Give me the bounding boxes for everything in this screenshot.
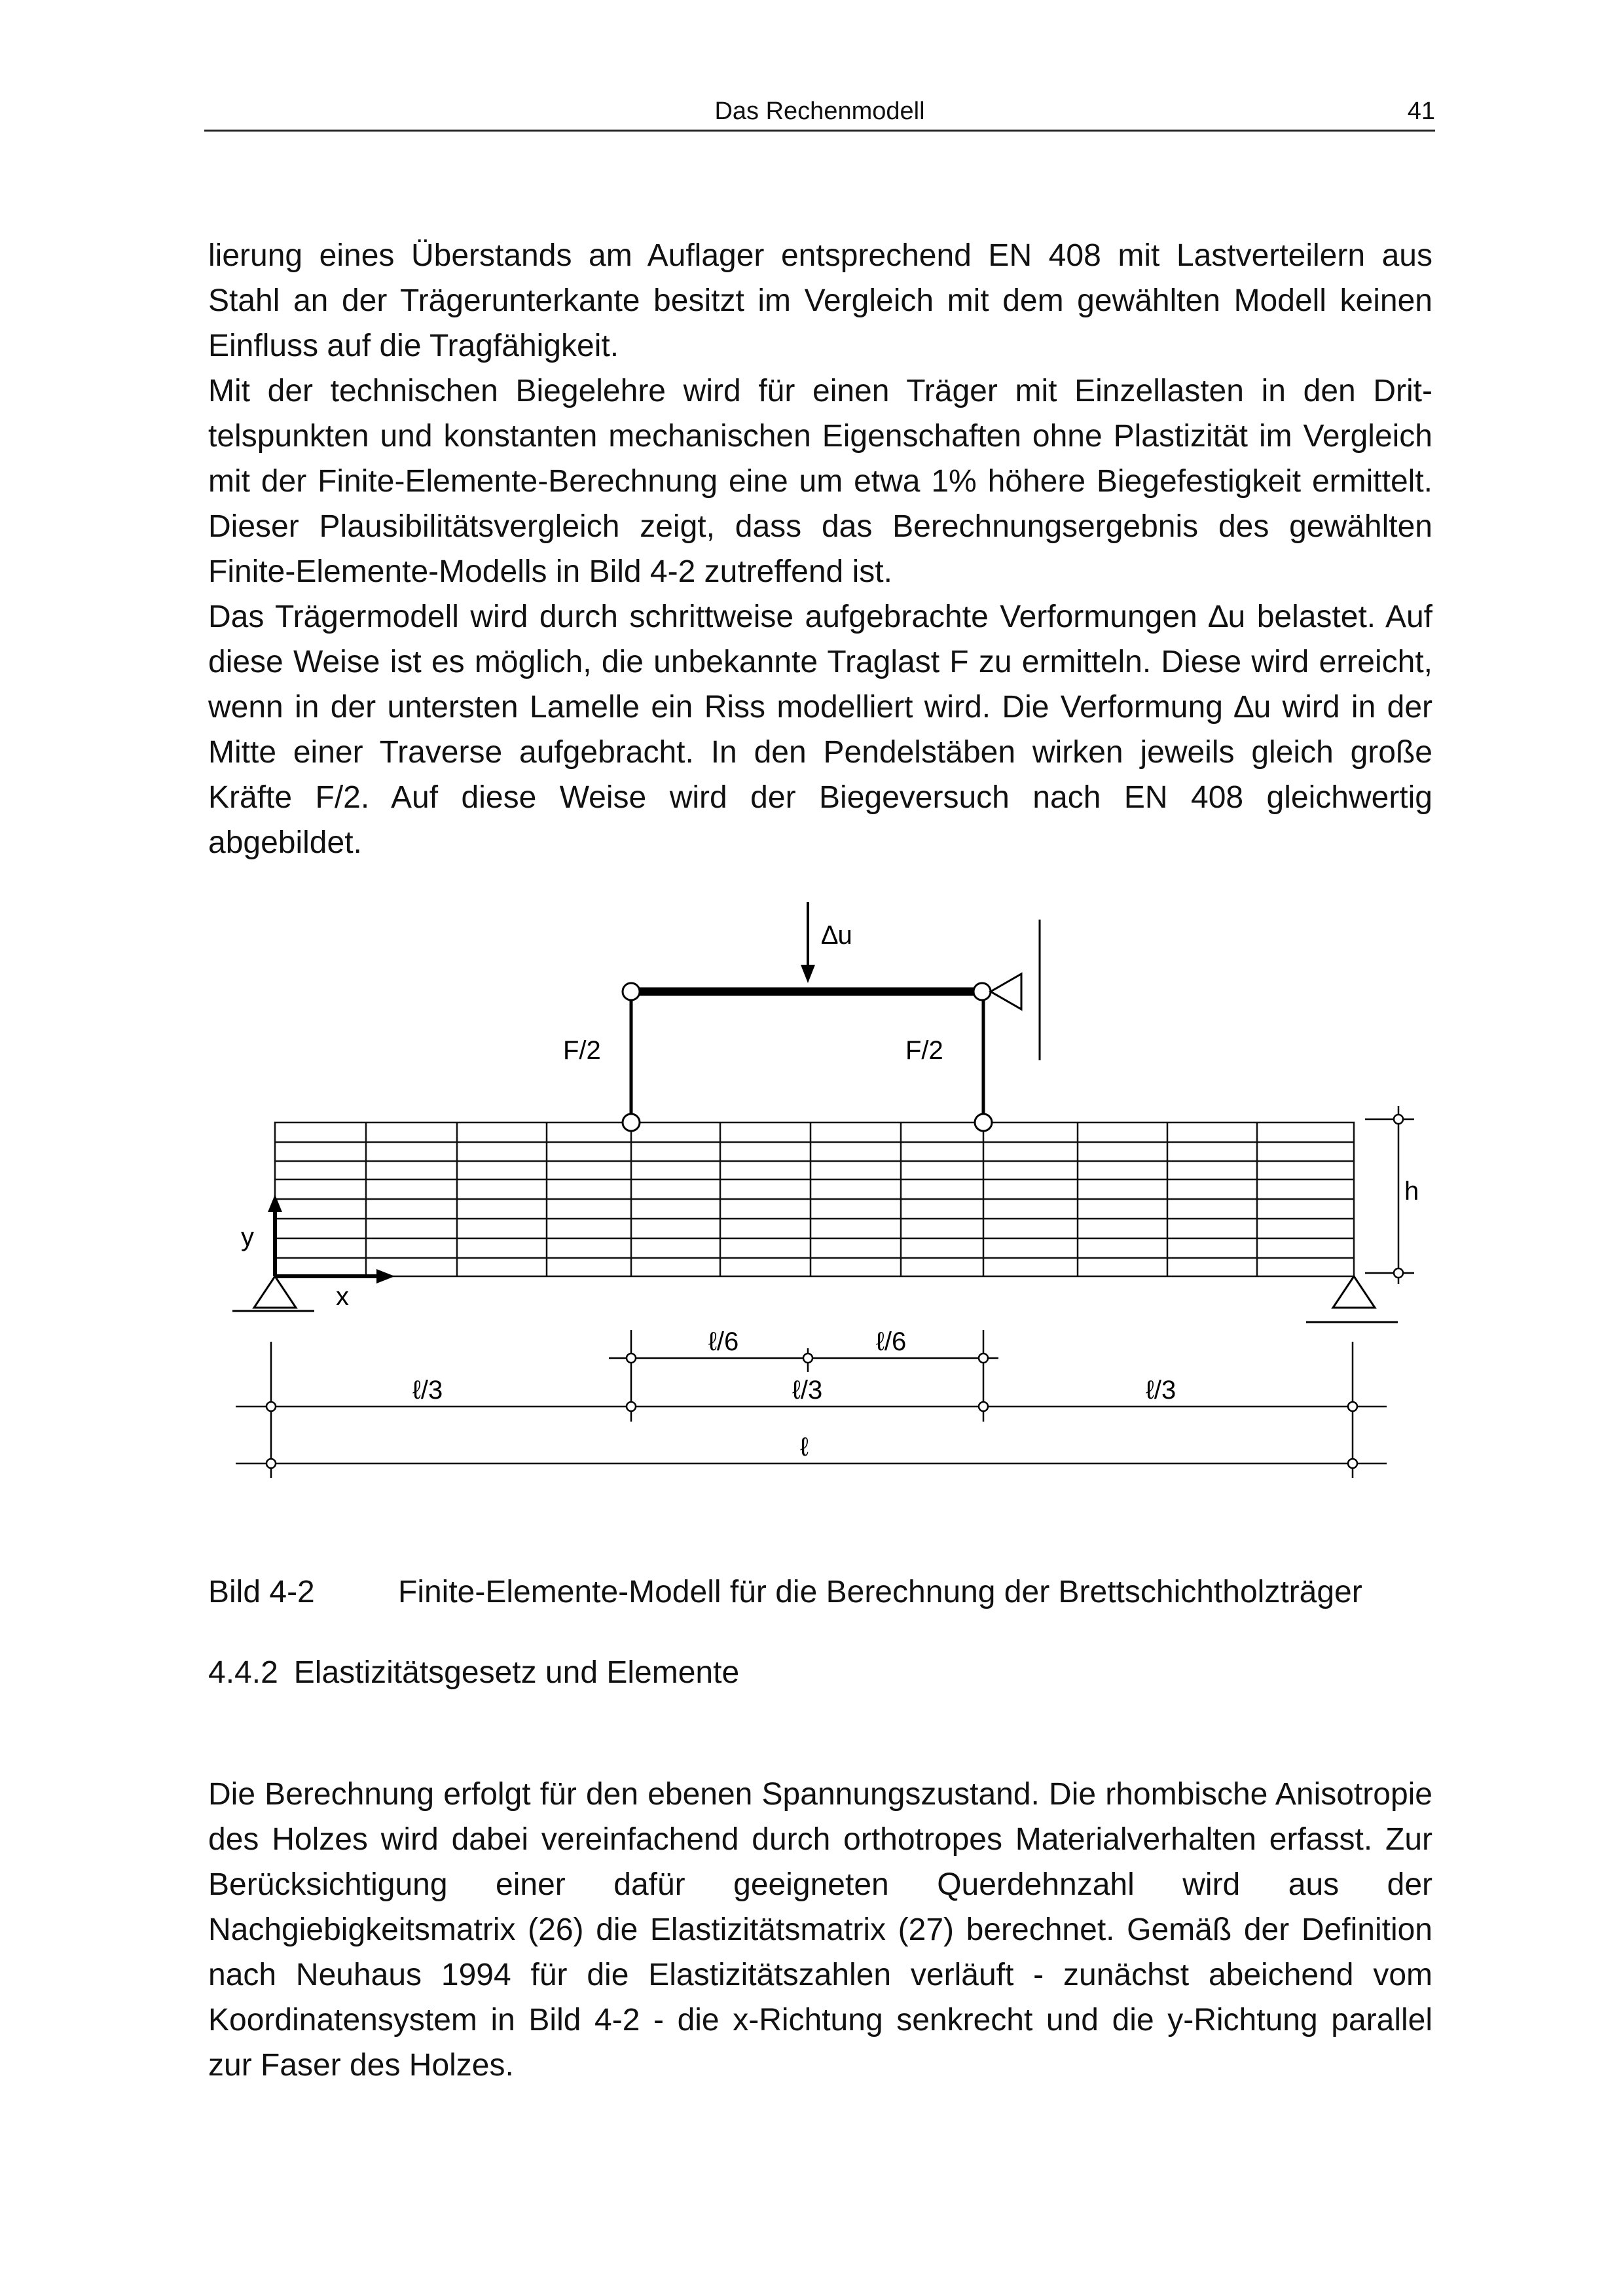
sixth-right-label: ℓ/6 — [876, 1327, 907, 1356]
figure-line — [627, 1354, 636, 1363]
hinge-bottom-right — [975, 1114, 992, 1131]
paragraph-3: Das Trägermodell wird durch schrittweise aufgebrachte Verformungen ∆u belastet. Auf diese Weise ist es möglich, die unbekannte Traglast F zu ermitteln. Diese wird erreicht, wenn in der untersten Lamelle ein Riss modelliert wird. Die Verformung ∆u wird in der Mitte einer Traverse aufgebracht. In den Pendelstäben wirken jeweils gleich große Kräfte F/2. Auf diese Weise wird der Biegeversuch nach EN 408 gleichwertig abgebildet. — [208, 600, 1432, 860]
third-mid-label: ℓ/3 — [792, 1376, 823, 1405]
hinge-bottom-left — [623, 1114, 640, 1131]
figure-line — [979, 1402, 988, 1411]
figure-line — [803, 1354, 812, 1363]
y-axis-arrowhead — [268, 1194, 282, 1212]
page-number: 41 — [1407, 98, 1435, 125]
figure-line — [1394, 1115, 1403, 1124]
support-right — [1333, 1276, 1375, 1308]
running-header — [204, 93, 1435, 132]
hinge-top-right — [974, 983, 991, 1000]
support-left — [254, 1276, 296, 1308]
figure-line — [979, 1354, 988, 1363]
third-right-label: ℓ/3 — [1146, 1376, 1176, 1405]
height-label: h — [1404, 1177, 1419, 1206]
figure-line — [266, 1402, 276, 1411]
figure-caption-text: Finite-Elemente-Modell für die Berechnung der Brettschichtholzträger — [398, 1575, 1362, 1609]
force-left-label: F/2 — [563, 1036, 601, 1065]
section-title: Elastizitätsgesetz und Elemente — [293, 1655, 740, 1690]
fe-mesh — [275, 1122, 1354, 1276]
hinge-top-left — [623, 983, 640, 1000]
span-label: ℓ — [800, 1433, 809, 1462]
section-number: 4.4.2 — [208, 1655, 278, 1690]
paragraph-2: Mit der technischen Biegelehre wird für einen Träger mit Einzellasten in den Drittelspunkten und konstanten mechanischen Eigenschaften ohne Plastizität im Vergleich mit der Finite-Elemente-Berechnung eine um etwa 1% höhere Biegefestigkeit ermittelt. Dieser Plausibilitätsvergleich zeigt, dass das Berechnungsergebnis des gewählten Finite-Elemente-Modells in Bild 4-2 zutreffend ist. — [208, 374, 1432, 589]
loading-rig — [563, 902, 1040, 1131]
x-axis-arrowhead — [376, 1269, 395, 1283]
figure-line — [627, 1402, 636, 1411]
supports — [232, 1276, 1398, 1322]
y-axis-label: y — [241, 1223, 254, 1251]
figure-line — [266, 1459, 276, 1468]
fe-model-figure — [0, 877, 1623, 1532]
paragraph-4: Die Berechnung erfolgt für den ebenen Spannungszustand. Die rhombische Anisotropie des Holzes wird dabei vereinfachend durch orthotropes Materialverhalten erfasst. Zur Berücksichtigung einer dafür geeigneten Querdehnzahl wird aus der Nachgiebigkeitsmatrix (26) die Elastizitätsmatrix (27) berechnet. Gemäß der Definition nach Neuhaus 1994 für die Elastizitätszahlen verläuft - zunächst abeichend vom Koordinatensystem in Bild 4-2 - die x-Richtung senkrecht und die y-Richtung parallel zur Faser des Holzes. — [208, 1777, 1432, 2083]
running-header-title: Das Rechenmodell — [714, 98, 925, 125]
displacement-arrow-head — [801, 965, 815, 983]
section-heading — [208, 1650, 1432, 1695]
figure-line — [1348, 1459, 1357, 1468]
third-left-label: ℓ/3 — [412, 1376, 443, 1405]
delta-u-label: ∆u — [822, 921, 852, 950]
paragraph-1: lierung eines Überstands am Auflager entsprechend EN 408 mit Lastverteilern aus Stahl an der Trägerunterkante besitzt im Vergleich mit dem gewählten Modell keinen Einfluss auf die Tragfähigkeit. — [208, 238, 1432, 363]
force-right-label: F/2 — [905, 1036, 943, 1065]
lateral-support-triangle — [991, 974, 1021, 1009]
figure-line — [1348, 1402, 1357, 1411]
sixth-left-label: ℓ/6 — [708, 1327, 739, 1356]
figure-line — [1394, 1268, 1403, 1278]
x-axis-label: x — [336, 1282, 349, 1311]
figure-caption-number: Bild 4-2 — [208, 1575, 315, 1609]
